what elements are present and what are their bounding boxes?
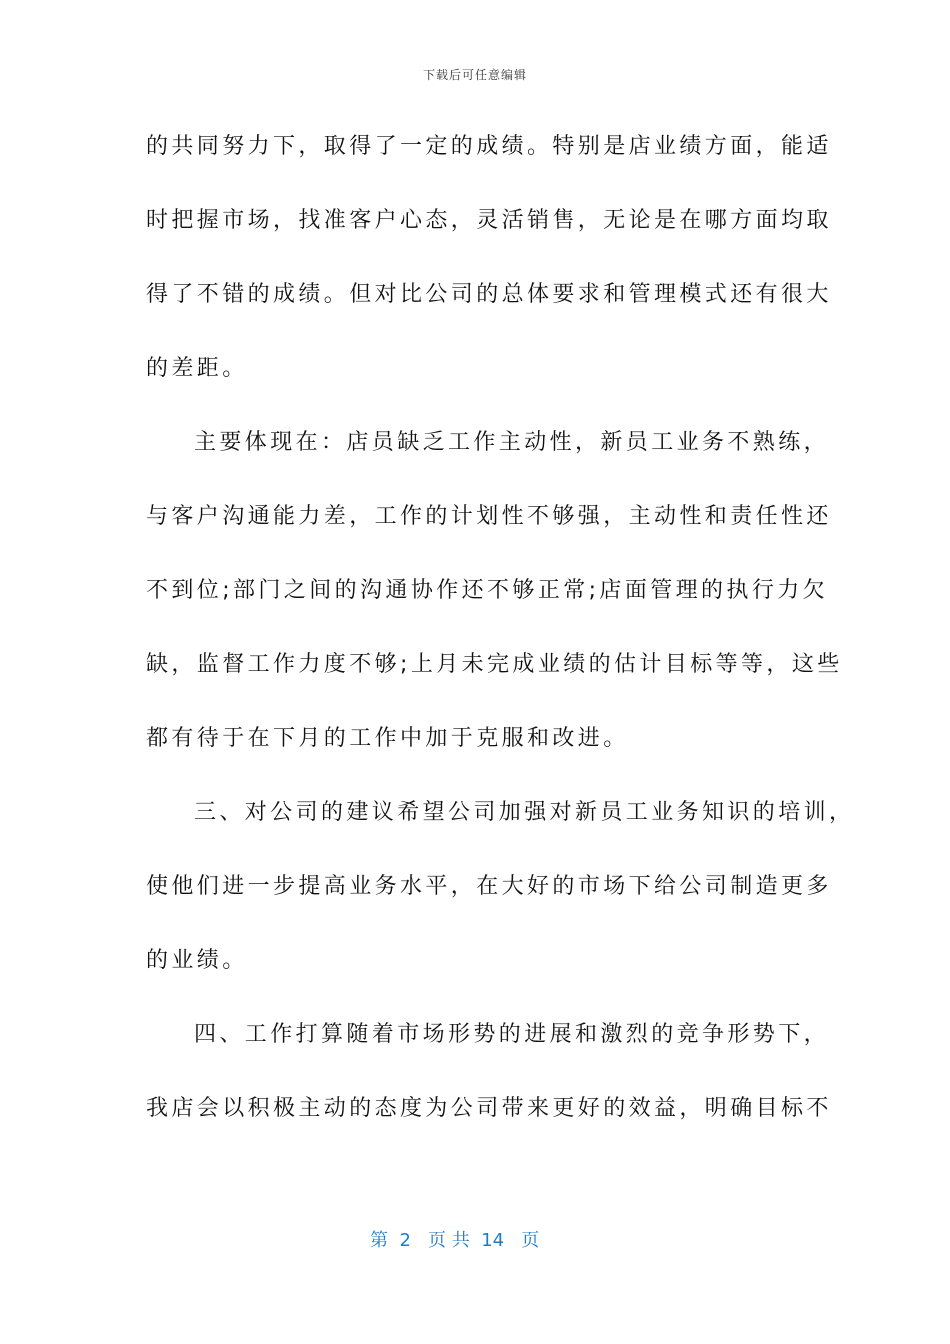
text-line: 与客户沟通能力差，工作的计划性不够强，主动性和责任性还 (146, 504, 832, 529)
paragraph-start-line: 四、工作打算随着市场形势的进展和激烈的竞争形势下， (194, 1022, 830, 1047)
paragraph-start-line: 主要体现在：店员缺乏工作主动性，新员工业务不熟练， (194, 430, 830, 455)
text-line: 缺，监督工作力度不够;上月未完成业绩的估计目标等等，这些 (146, 652, 843, 677)
text-line: 时把握市场，找准客户心态，灵活销售，无论是在哪方面均取 (146, 208, 832, 233)
text-line: 都有待于在下月的工作中加于克服和改进。 (146, 726, 629, 751)
text-line: 使他们进一步提高业务水平，在大好的市场下给公司制造更多 (146, 874, 832, 899)
document-body (146, 128, 855, 1164)
page-number-footer: 第 2 页 共 14 页 (370, 1230, 540, 1251)
paragraph-start-line: 三、对公司的建议希望公司加强对新员工业务知识的培训， (194, 800, 855, 825)
text-line: 我店会以积极主动的态度为公司带来更好的效益，明确目标不 (146, 1096, 832, 1121)
text-line: 的差距。 (146, 356, 248, 381)
text-line: 得了不错的成绩。但对比公司的总体要求和管理模式还有很大 (146, 282, 832, 307)
text-line: 的共同努力下，取得了一定的成绩。特别是店业绩方面，能适 (146, 134, 832, 159)
text-line: 不到位;部门之间的沟通协作还不够正常;店面管理的执行力欠 (146, 578, 829, 603)
text-line: 的业绩。 (146, 948, 248, 973)
page-header-note: 下载后可任意编辑 (422, 68, 527, 82)
